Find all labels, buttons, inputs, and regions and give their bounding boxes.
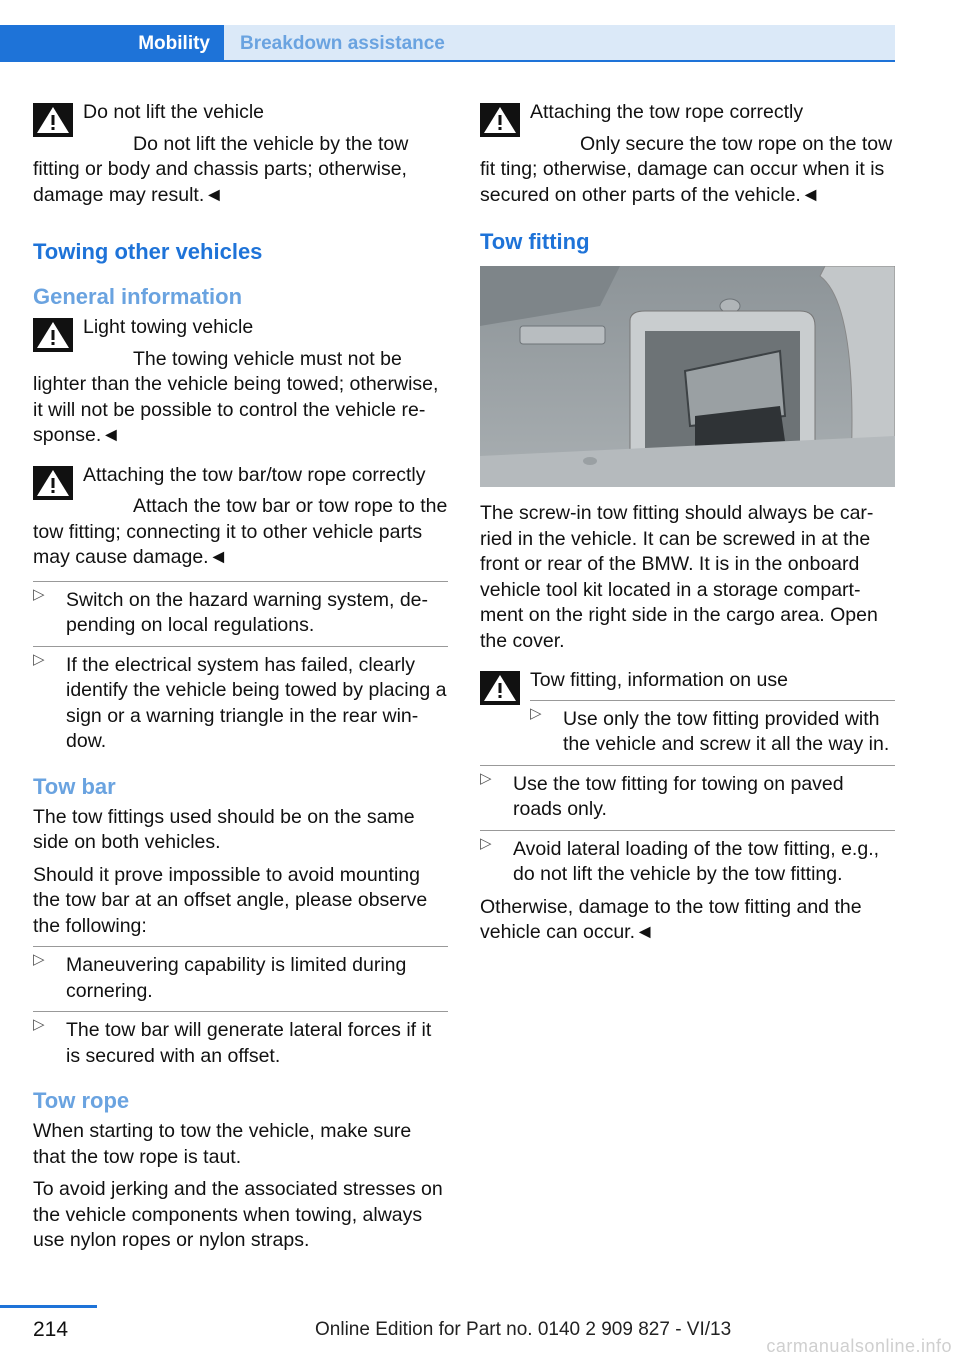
paragraph: To avoid jerking and the associated stresses on the vehicle components when towing, always use nylon ropes or nylon straps. bbox=[33, 1178, 443, 1251]
watermark: carmanualsonline.info bbox=[766, 1336, 952, 1356]
nested-bullet-list bbox=[530, 700, 895, 758]
right-column bbox=[480, 100, 895, 953]
list-item: ▷ Use only the tow fitting provided with the vehicle and screw it all the way in. bbox=[530, 700, 895, 758]
list-item: ▷ If the electrical system has failed, clearly identify the vehicle being towed by placing a sign or a warning triangle in the rear window. bbox=[33, 646, 448, 755]
triangle-bullet-icon: ▷ bbox=[33, 1016, 45, 1033]
warning-block bbox=[480, 100, 895, 208]
bullet-list bbox=[33, 946, 448, 1069]
warning-title: Light towing vehicle bbox=[83, 316, 254, 338]
list-item: ▷ Use the tow fitting for towing on paved roads only. bbox=[480, 765, 895, 823]
warning-triangle-icon bbox=[480, 103, 520, 137]
paragraph: Otherwise, damage to the tow fitting and the vehicle can occur.◄ bbox=[480, 895, 862, 943]
subsection-tab: Breakdown assistance bbox=[224, 25, 895, 62]
warning-triangle-icon bbox=[33, 318, 73, 352]
list-item: ▷ Maneuvering capability is limited during cornering. bbox=[33, 946, 448, 1004]
warning-text: than the vehicle being towed; otherwise, it will not be possible to control the vehicle response.◄ bbox=[33, 373, 439, 446]
warning-block bbox=[33, 463, 448, 571]
triangle-bullet-icon: ▷ bbox=[33, 650, 45, 668]
paragraph: When starting to tow the vehicle, make sure that the tow rope is taut. bbox=[33, 1120, 412, 1168]
warning-text: body and chassis parts; otherwise, damage may result.◄ bbox=[33, 158, 407, 206]
list-item: ▷ The tow bar will generate lateral forces if it is secured with an offset. bbox=[33, 1011, 448, 1069]
list-item: ▷ Switch on the hazard warning system, depending on local regulations. bbox=[33, 581, 448, 639]
list-item: ▷ Avoid lateral loading of the tow fitting, e.g., do not lift the vehicle by the tow fitting. bbox=[480, 830, 895, 888]
warning-block bbox=[33, 315, 448, 449]
page-header bbox=[0, 0, 895, 62]
triangle-bullet-icon: ▷ bbox=[33, 585, 45, 603]
warning-title: Attaching the tow bar/tow rope correctly bbox=[83, 463, 426, 486]
heading-towing-other-vehicles: Towing other vehicles bbox=[33, 239, 263, 264]
warning-title: Attaching the tow rope correctly bbox=[530, 101, 804, 123]
footer-rule bbox=[0, 1305, 97, 1308]
cargo-area-photo bbox=[480, 266, 895, 487]
warning-block bbox=[33, 100, 448, 208]
paragraph: The screw-in tow fitting should always be carried in the vehicle. It can be screwed in at the front or rear of the BMW. It is in the onboard vehicle tool kit located in a storage compartment on the right side in the cargo area. Open the cover. bbox=[480, 502, 878, 652]
page-number: 214 bbox=[33, 1318, 69, 1341]
paragraph: The tow fittings used should be on the same side on both vehicles. bbox=[33, 805, 415, 853]
edition-note: Online Edition for Part no. 0140 2 909 827 - VI/13 bbox=[315, 1319, 732, 1340]
warning-text: fitting; connecting it to other vehicle parts may cause damage.◄ bbox=[33, 520, 423, 568]
warning-text-first: The towing vehicle must not be lighter bbox=[33, 347, 402, 395]
heading-tow-rope: Tow rope bbox=[33, 1088, 130, 1113]
warning-text: ting; otherwise, damage can occur when it is secured on other parts of the vehicle.◄ bbox=[480, 158, 885, 206]
warning-triangle-icon bbox=[480, 671, 520, 705]
triangle-bullet-icon: ▷ bbox=[480, 834, 492, 852]
bullet-list bbox=[480, 765, 895, 888]
heading-tow-fitting: Tow fitting bbox=[480, 229, 590, 254]
heading-general-information: General information bbox=[33, 284, 243, 309]
paragraph: Should it prove impossible to avoid mounting the tow bar at an offset angle, please observe the following: bbox=[33, 863, 428, 937]
warning-title: Do not lift the vehicle bbox=[83, 101, 265, 123]
triangle-bullet-icon: ▷ bbox=[530, 704, 542, 722]
left-column bbox=[33, 100, 448, 1261]
warning-title: Tow fitting, information on use bbox=[530, 669, 788, 691]
bullet-list bbox=[33, 581, 448, 755]
section-tab: Mobility bbox=[0, 25, 224, 62]
header-rule bbox=[0, 60, 895, 62]
warning-text-first: Attach the tow bar or tow rope to the tow bbox=[33, 495, 448, 543]
triangle-bullet-icon: ▷ bbox=[33, 951, 45, 968]
warning-text-first: Do not lift the vehicle by the tow fitting or bbox=[33, 132, 409, 180]
warning-block bbox=[480, 668, 895, 694]
heading-tow-bar: Tow bar bbox=[33, 773, 116, 799]
warning-text-first: Only secure the tow rope on the tow fit bbox=[480, 132, 893, 180]
triangle-bullet-icon: ▷ bbox=[480, 769, 492, 787]
warning-triangle-icon bbox=[33, 103, 73, 137]
warning-triangle-icon bbox=[33, 466, 73, 500]
